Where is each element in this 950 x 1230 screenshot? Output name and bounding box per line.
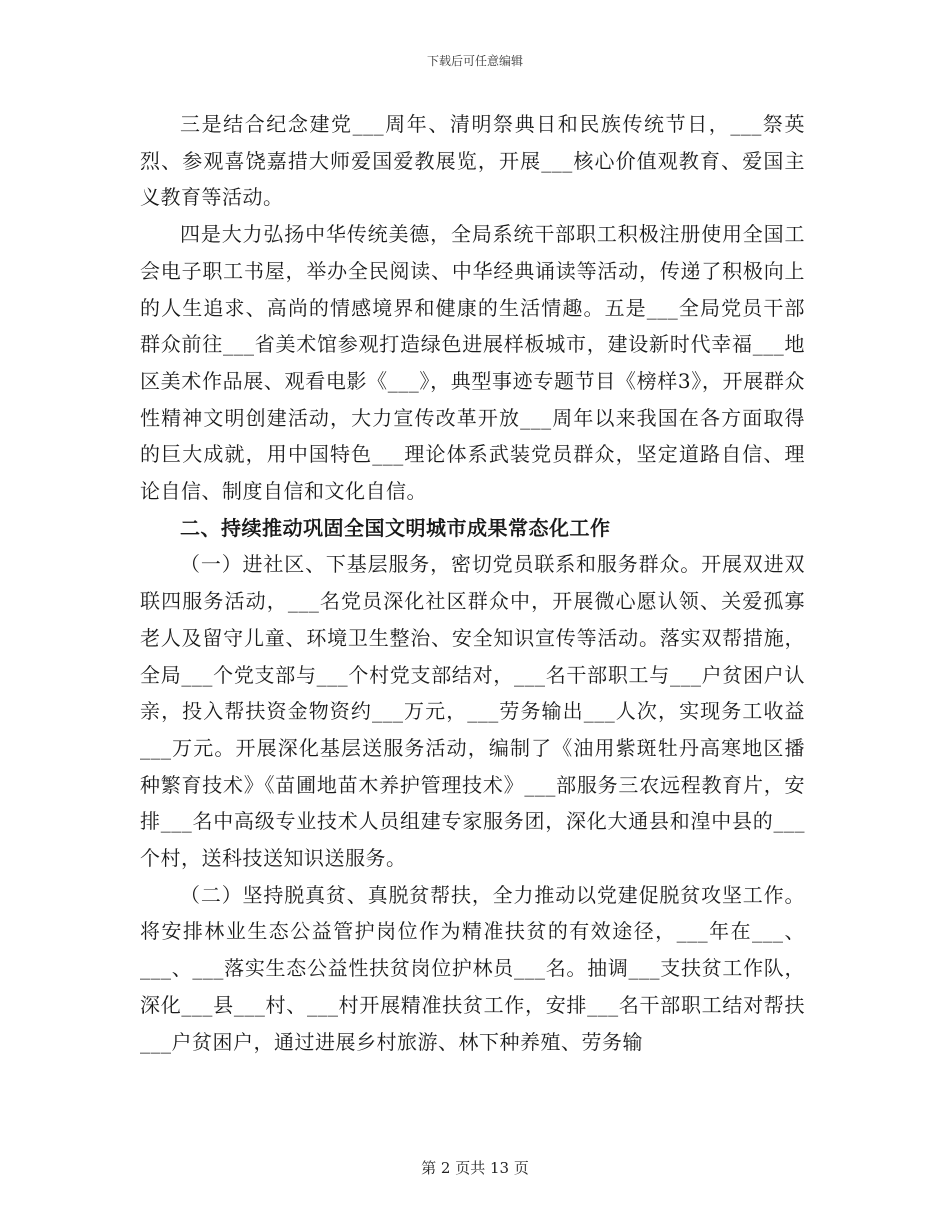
paragraph-3: （一）进社区、下基层服务，密切党员联系和服务群众。开展双进双联四服务活动，___名党员深化社区群众中，开展微心愿认领、关爱孤寡老人及留守儿童、环境卫生整治、安全知识宣传等活动。落实双帮措施，全局___个党支部与___个村党支部结对，___名干部职工与___户贫困户认亲，投入帮扶资金物资约___万元，___劳务输出___人次，实现务工收益___万元。开展深化基层送服务活动，编制了《油用紫斑牡丹高寒地区播种繁育技术》《苗圃地苗木养护管理技术》___部服务三农远程教育片，安排___名中高级专业技术人员组建专家服务团，深化大通县和湟中县的___个村，送科技送知识送服务。: [140, 552, 805, 871]
paragraph-1: 三是结合纪念建党___周年、清明祭典日和民族传统节日，___祭英烈、参观喜饶嘉措大师爱国爱教展览，开展___核心价值观教育、爱国主义教育等活动。: [140, 112, 805, 210]
paragraph-4: （二）坚持脱真贫、真脱贫帮扶，全力推动以党建促脱贫攻坚工作。将安排林业生态公益管护岗位作为精准扶贫的有效途径，___年在___、___、___落实生态公益性扶贫岗位护林员___名。抽调___支扶贫工作队，深化___县___村、___村开展精准扶贫工作，安排___名干部职工结对帮扶___户贫困户，通过进展乡村旅游、林下种养殖、劳务输: [140, 882, 805, 1054]
page-number: 第 2 页共 13 页: [421, 1159, 529, 1177]
document-body: [140, 106, 805, 1060]
paragraph-2: 四是大力弘扬中华传统美德，全局系统干部职工积极注册使用全国工会电子职工书屋，举办全民阅读、中华经典诵读等活动，传递了积极向上的人生追求、高尚的情感境界和健康的生活情趣。五是___全局党员干部群众前往___省美术馆参观打造绿色进展样板城市，建设新时代幸福___地区美术作品展、观看电影《___》，典型事迹专题节目《榜样3》，开展群众性精神文明创建活动，大力宣传改革开放___周年以来我国在各方面取得的巨大成就，用中国特色___理论体系武装党员群众，坚定道路自信、理论自信、制度自信和文化自信。: [140, 222, 805, 504]
page-header: 下载后可任意编辑: [426, 54, 523, 68]
section-heading-2: 二、持续推动巩固全国文明城市成果常态化工作: [180, 515, 611, 540]
